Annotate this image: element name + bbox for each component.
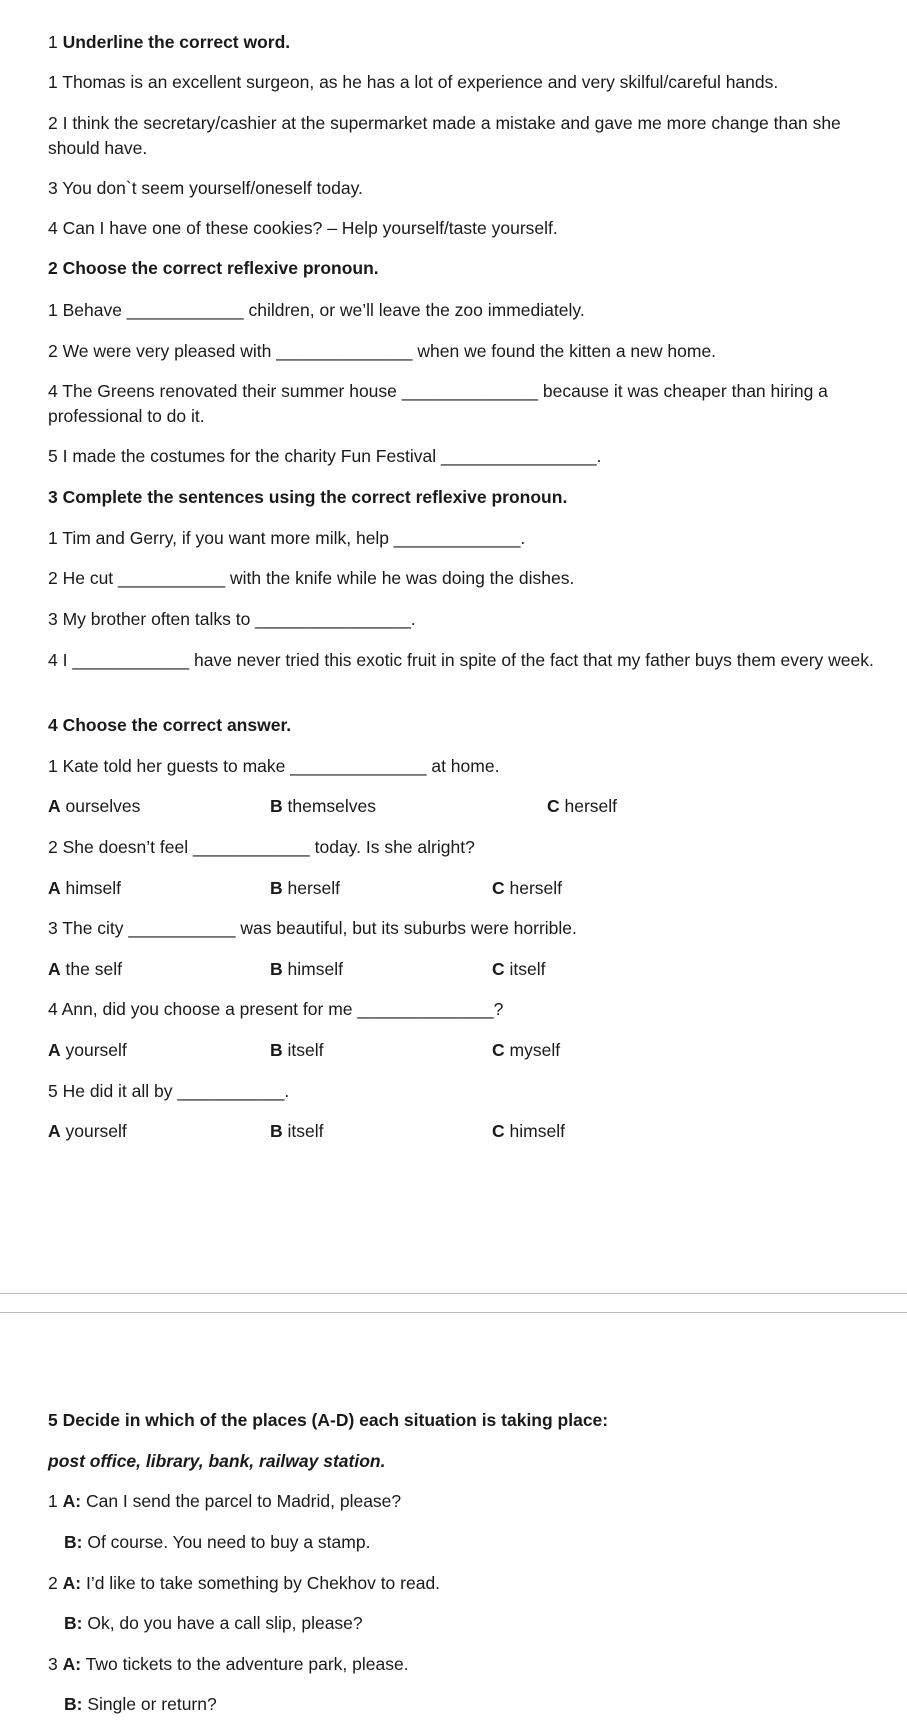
exercise-1-number: 1 bbox=[48, 32, 58, 52]
exercise-3-item-3: 3 My brother often talks to ________________. bbox=[48, 609, 416, 629]
exercise-1-instruction: Underline the correct word. bbox=[62, 32, 291, 52]
dialogue-1-b: B: Of course. You need to buy a stamp. bbox=[64, 1532, 371, 1552]
option-a: A ourselves bbox=[48, 796, 141, 816]
dialogue-3-b: B: Single or return? bbox=[64, 1694, 217, 1714]
page-divider-top bbox=[0, 1293, 907, 1294]
exercise-4-question-1: 1 Kate told her guests to make ______________ at home. bbox=[48, 756, 500, 776]
exercise-1-item-1: 1 Thomas is an excellent surgeon, as he has a lot of experience and very skilful/careful hands. bbox=[48, 72, 779, 92]
option-b: B herself bbox=[270, 878, 341, 898]
exercise-3-item-2: 2 He cut ___________ with the knife while he was doing the dishes. bbox=[48, 568, 575, 588]
exercise-3-title: 3 Complete the sentences using the correct reflexive pronoun. bbox=[48, 487, 568, 507]
exercise-4-question-3: 3 The city ___________ was beautiful, but its suburbs were horrible. bbox=[48, 918, 577, 938]
exercise-1-item-2: 2 I think the secretary/cashier at the supermarket made a mistake and gave me more change than she should have. bbox=[48, 113, 841, 158]
option-a: A the self bbox=[48, 959, 122, 979]
exercise-2-item-4: 5 I made the costumes for the charity Fun Festival ________________. bbox=[48, 446, 602, 466]
exercise-1-item-3: 3 You don`t seem yourself/oneself today. bbox=[48, 178, 363, 198]
exercise-3-item-1: 1 Tim and Gerry, if you want more milk, help _____________. bbox=[48, 528, 526, 548]
option-b: B themselves bbox=[270, 796, 377, 816]
page-divider-bottom bbox=[0, 1312, 907, 1313]
option-b: B itself bbox=[270, 1121, 324, 1141]
option-a: A yourself bbox=[48, 1040, 127, 1060]
exercise-1-item-4: 4 Can I have one of these cookies? – Help yourself/taste yourself. bbox=[48, 218, 558, 238]
dialogue-2-a: 2 A: I’d like to take something by Chekhov to read. bbox=[48, 1573, 441, 1593]
option-a: A yourself bbox=[48, 1121, 127, 1141]
option-c: C himself bbox=[492, 1121, 565, 1141]
option-c: C itself bbox=[492, 959, 546, 979]
option-c: C herself bbox=[547, 796, 618, 816]
exercise-5-places: post office, library, bank, railway station. bbox=[48, 1451, 386, 1471]
dialogue-2-b: B: Ok, do you have a call slip, please? bbox=[64, 1613, 363, 1633]
exercise-2-item-2: 2 We were very pleased with ______________ when we found the kitten a new home. bbox=[48, 341, 717, 361]
exercise-4-question-2: 2 She doesn’t feel ____________ today. Is she alright? bbox=[48, 837, 475, 857]
exercise-2-item-3: 4 The Greens renovated their summer house ______________ because it was cheaper than hiring a professional to do it. bbox=[48, 381, 828, 426]
exercise-5-title: 5 Decide in which of the places (A-D) each situation is taking place: bbox=[48, 1410, 609, 1430]
exercise-4-question-4: 4 Ann, did you choose a present for me ______________? bbox=[48, 999, 504, 1019]
exercise-2-title: 2 Choose the correct reflexive pronoun. bbox=[48, 258, 379, 278]
dialogue-1-a: 1 A: Can I send the parcel to Madrid, please? bbox=[48, 1491, 402, 1511]
option-b: B itself bbox=[270, 1040, 324, 1060]
exercise-4-question-5: 5 He did it all by ___________. bbox=[48, 1081, 290, 1101]
option-b: B himself bbox=[270, 959, 343, 979]
exercise-1-title bbox=[48, 30, 878, 55]
exercise-2-item-1: 1 Behave ____________ children, or we’ll leave the zoo immediately. bbox=[48, 300, 585, 320]
exercise-4-title: 4 Choose the correct answer. bbox=[48, 715, 292, 735]
option-c: C herself bbox=[492, 878, 563, 898]
option-a: A himself bbox=[48, 878, 121, 898]
option-c: C myself bbox=[492, 1040, 561, 1060]
dialogue-3-a: 3 A: Two tickets to the adventure park, please. bbox=[48, 1654, 409, 1674]
exercise-3-item-4: 4 I ____________ have never tried this exotic fruit in spite of the fact that my father buys them every week. bbox=[48, 650, 874, 670]
